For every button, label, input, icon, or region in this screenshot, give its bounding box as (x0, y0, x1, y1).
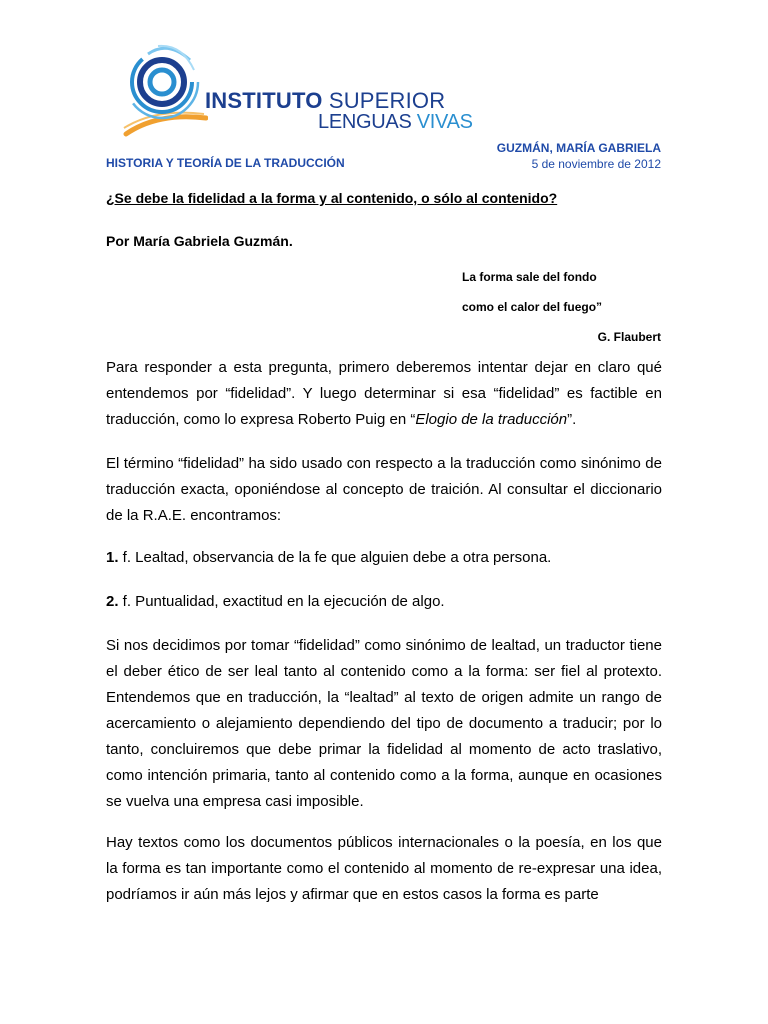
header-author-block (497, 140, 661, 172)
definition-1 (106, 549, 551, 566)
logo-word-vivas: VIVAS (416, 111, 473, 133)
definition-1-number: 1. (106, 549, 119, 566)
institute-logo (118, 42, 473, 142)
definition-2-number: 2. (106, 593, 119, 610)
book-title-italic: Elogio de la traducción (415, 411, 568, 428)
epigraph-line2: como el calor del fuego” (462, 300, 603, 314)
paragraph-1-text: Para responder a esta pregunta, primero deberemos intentar dejar en claro qué entendemos por “fidelidad”. Y luego determinar si esa “fidelidad” es factible en traducción, como lo expresa Roberto Puig en “ (106, 359, 662, 428)
paragraph-1-end: ”. (567, 411, 577, 428)
logo-word-instituto: INSTITUTO (205, 88, 329, 113)
epigraph-author: G. Flaubert (597, 330, 661, 344)
logo-text-line2 (318, 111, 473, 134)
definition-2 (106, 593, 445, 610)
course-name: HISTORIA Y TEORÍA DE LA TRADUCCIÓN (106, 156, 345, 170)
header-author: GUZMÁN, MARÍA GABRIELA (496, 141, 661, 155)
paragraph-1 (106, 355, 662, 433)
header-date: 5 de noviembre de 2012 (531, 157, 661, 171)
swirl-logo-icon (118, 42, 208, 142)
logo-word-superior: SUPERIOR (328, 88, 446, 113)
paragraph-3: Si nos decidimos por tomar “fidelidad” como sinónimo de lealtad, un traductor tiene el deber ético de ser leal tanto al contenido como a la forma: ser fiel al protexto. Entendemos que en traducción, la “lealtad” al texto de origen admite un rango de acercamiento o alejamiento dependiendo del tipo de documento a traducir; por lo tanto, concluiremos que debe primar la fidelidad al momento de acto traslativo, como intención primaria, tanto al contenido como a la forma, aunque en ocasiones se vuelva una empresa casi imposible. (106, 637, 662, 810)
paragraph-2: El término “fidelidad” ha sido usado con respecto a la traducción como sinónimo de traducción exacta, oponiéndose al concepto de traición. Al consultar el diccionario de la R.A.E. encontramos: (106, 455, 662, 524)
definition-2-text: f. Puntualidad, exactitud en la ejecución de algo. (118, 593, 445, 610)
paragraph-4: Hay textos como los documentos públicos internacionales o la poesía, en los que la forma es tan importante como el contenido al momento de re-expresar una idea, podríamos ir aún más lejos y afirmar que en estos casos la forma es parte (106, 834, 662, 903)
epigraph-line1: La forma sale del fondo (462, 270, 597, 284)
byline: Por María Gabriela Guzmán. (106, 233, 293, 249)
definition-1-text: f. Lealtad, observancia de la fe que alguien debe a otra persona. (118, 549, 552, 566)
logo-word-lenguas: LENGUAS (318, 111, 417, 133)
page-title: ¿Se debe la fidelidad a la forma y al contenido, o sólo al contenido? (106, 190, 558, 206)
